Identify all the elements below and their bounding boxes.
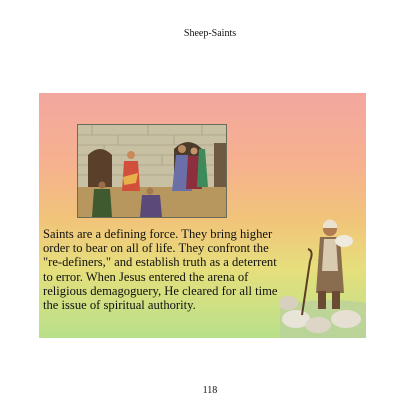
shepherd-image — [280, 211, 366, 338]
temple-scene-image — [78, 125, 226, 217]
temple-scene-illustration — [77, 124, 227, 218]
page-header-title: Sheep-Saints — [183, 28, 237, 39]
page-number: 118 — [202, 385, 218, 396]
panel-body-text: Saints are a defining force. They bring higher order to bear on all of life. They confront the "re-definers," and establish truth as a deterrent to error. When Jesus entered the arena of religious demagoguery, He cleared for all time the issue of spiritual authority. — [43, 227, 278, 313]
illustrated-panel — [39, 93, 366, 338]
shepherd-with-sheep-illustration — [280, 211, 366, 338]
